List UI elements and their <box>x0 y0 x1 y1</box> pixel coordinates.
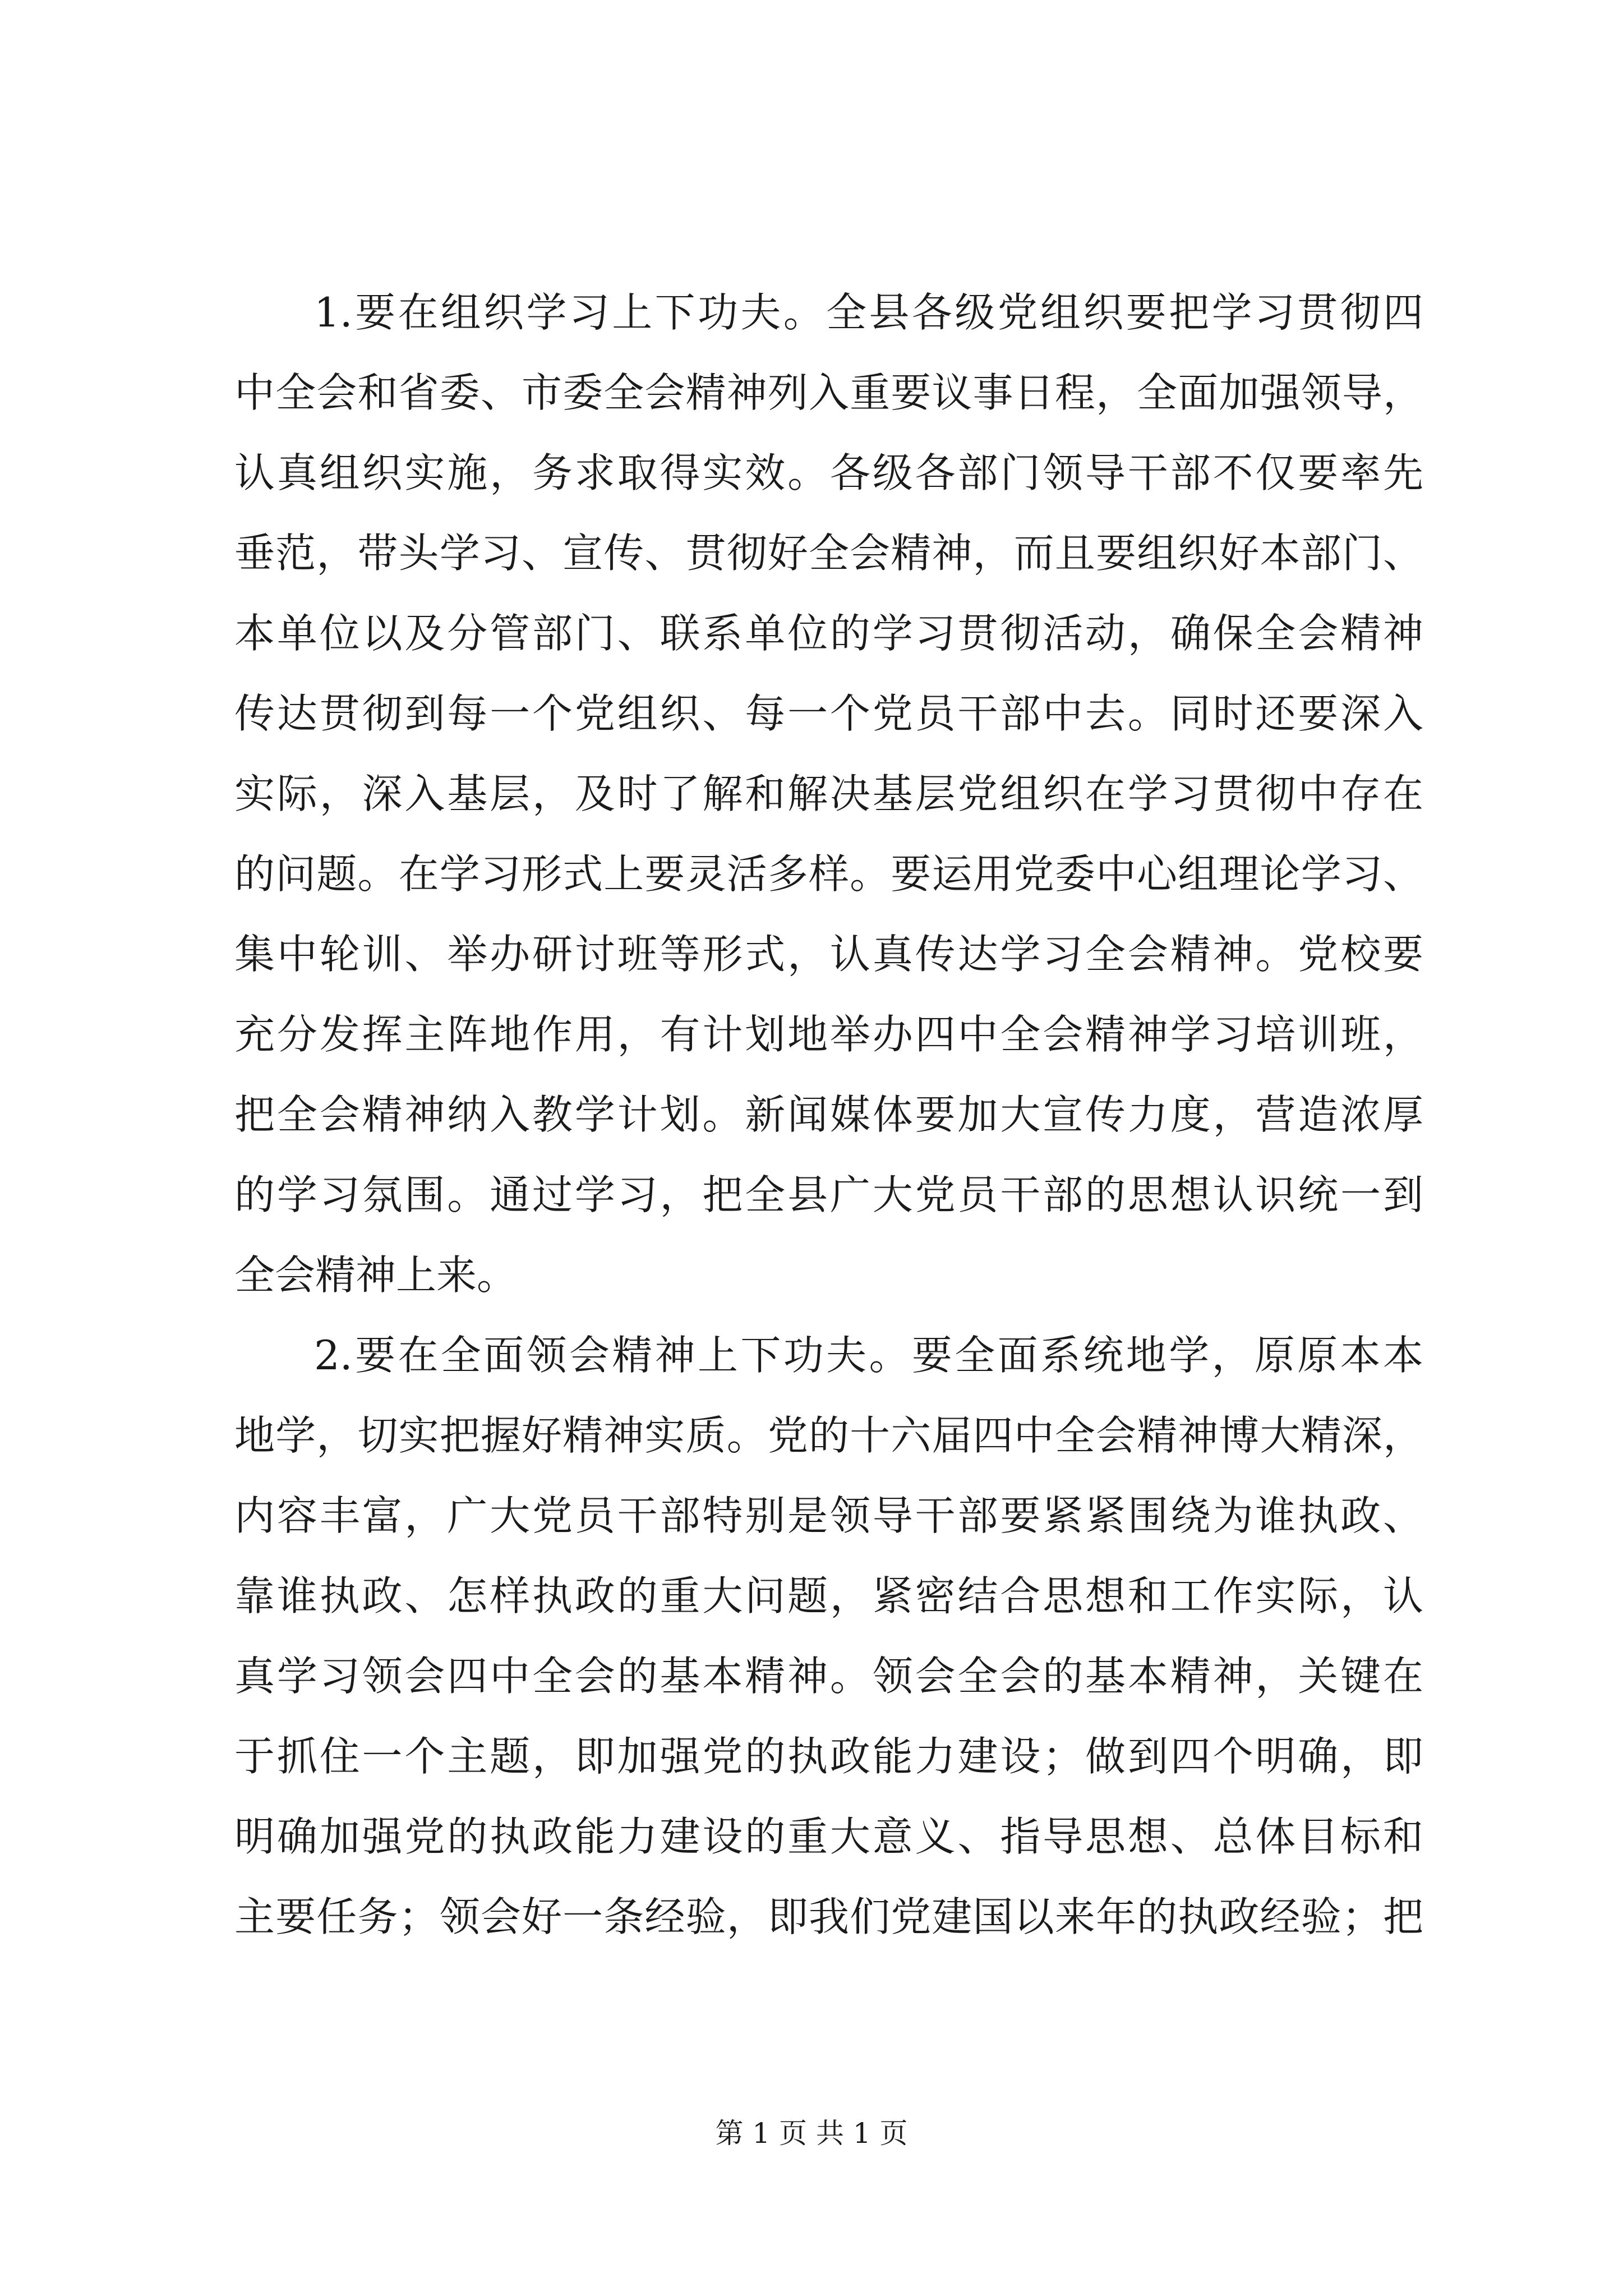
page-footer <box>0 2114 1623 2153</box>
page-number: 第 1 页 共 1 页 <box>715 2117 908 2150</box>
paragraph-1 <box>234 273 1423 1315</box>
paragraph-line: 充分发挥主阵地作用，有计划地举办四中全会精神学习培训班， <box>234 1011 1423 1058</box>
paragraph-line: 把全会精神纳入教学计划。新闻媒体要加大宣传力度，营造浓厚 <box>234 1091 1423 1138</box>
paragraph-line: 全会精神上来。 <box>234 1251 518 1299</box>
paragraph-line: 中全会和省委、市委全会精神列入重要议事日程，全面加强领导， <box>234 369 1423 416</box>
paragraph-line: 实际，深入基层，及时了解和解决基层党组织在学习贯彻中存在 <box>234 770 1423 817</box>
document-body <box>234 273 1423 1957</box>
paragraph-line: 真学习领会四中全会的基本精神。领会全会的基本精神，关键在 <box>234 1653 1423 1700</box>
paragraph-line: 认真组织实施，务求取得实效。各级各部门领导干部不仅要率先 <box>234 449 1423 496</box>
paragraph-line: 于抓住一个主题，即加强党的执政能力建设；做到四个明确，即 <box>234 1733 1423 1780</box>
paragraph-line: 的问题。在学习形式上要灵活多样。要运用党委中心组理论学习、 <box>234 850 1423 898</box>
paragraph-line: 1.要在组织学习上下功夫。全县各级党组织要把学习贯彻四 <box>314 289 1423 336</box>
paragraph-line: 传达贯彻到每一个党组织、每一个党员干部中去。同时还要深入 <box>234 690 1423 737</box>
paragraph-line: 集中轮训、举办研讨班等形式，认真传达学习全会精神。党校要 <box>234 931 1423 978</box>
paragraph-line: 垂范，带头学习、宣传、贯彻好全会精神，而且要组织好本部门、 <box>234 530 1423 577</box>
paragraph-line: 主要任务；领会好一条经验，即我们党建国以来年的执政经验；把 <box>234 1893 1423 1940</box>
paragraph-2 <box>234 1315 1423 1957</box>
paragraph-line: 地学，切实把握好精神实质。党的十六届四中全会精神博大精深， <box>234 1412 1423 1459</box>
paragraph-line: 靠谁执政、怎样执政的重大问题，紧密结合思想和工作实际，认 <box>234 1572 1423 1619</box>
paragraph-line: 的学习氛围。通过学习，把全县广大党员干部的思想认识统一到 <box>234 1171 1423 1218</box>
paragraph-line: 本单位以及分管部门、联系单位的学习贯彻活动，确保全会精神 <box>234 610 1423 657</box>
paragraph-line: 2.要在全面领会精神上下功夫。要全面系统地学，原原本本 <box>314 1332 1423 1379</box>
paragraph-line: 明确加强党的执政能力建设的重大意义、指导思想、总体目标和 <box>234 1813 1423 1860</box>
paragraph-line: 内容丰富，广大党员干部特别是领导干部要紧紧围绕为谁执政、 <box>234 1492 1423 1539</box>
